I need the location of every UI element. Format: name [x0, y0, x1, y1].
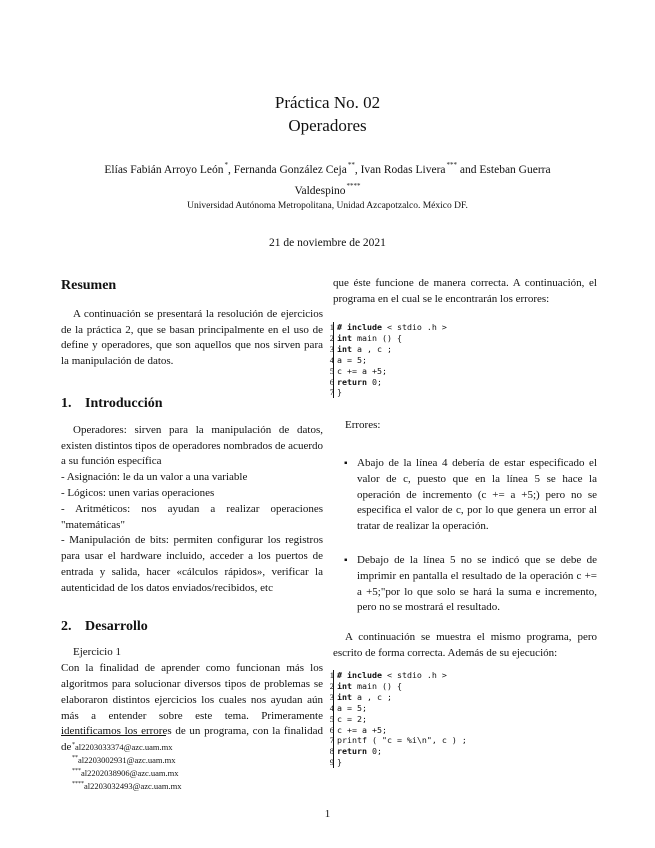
- author-3: Ivan Rodas Livera: [360, 164, 446, 176]
- author-2: Fernanda González Ceja: [233, 164, 347, 176]
- paper-title: [0, 91, 655, 137]
- exercise-label: Ejercicio 1: [73, 646, 121, 659]
- footnote-3-text: al2202038906@azc.uam.mx: [81, 768, 179, 778]
- code-keyword: # include: [337, 670, 382, 680]
- code-keyword: return: [337, 376, 367, 387]
- line-number: 4: [329, 702, 334, 713]
- footnote-2: [72, 753, 322, 766]
- code-listing-2: [329, 670, 587, 768]
- code-text: 0;: [366, 376, 382, 387]
- continuation-text: que éste funcione de manera correcta. A continuación, el programa en el cual se le encontrarán los errores:: [333, 277, 597, 305]
- error-item-2: ▪ Debajo de la línea 5 no se indicó que se debe de imprimir en pantalla el resultado de la operación c += a +5;"por lo que solo se hará la suma e incremento, pero no se mostrará el resultado.: [357, 553, 597, 616]
- footnote-2-mark: **: [72, 755, 78, 761]
- line-number: 4: [329, 354, 334, 365]
- line-number: 5: [329, 365, 334, 376]
- code-line: [329, 354, 587, 366]
- section-1-heading: [61, 396, 323, 412]
- after-paragraph: [333, 630, 597, 662]
- code-text: c = 2;: [337, 713, 367, 724]
- section-1-number: 1.: [61, 395, 72, 411]
- footnote-rule: [61, 735, 166, 736]
- code-text: < stdio .h >: [381, 670, 447, 680]
- right-column: [333, 276, 597, 308]
- code-line: [329, 702, 587, 714]
- code-line: [329, 670, 587, 681]
- intro-item-3: - Aritméticos: nos ayudan a realizar operaciones "matemáticas": [61, 502, 323, 531]
- errores-label: Errores:: [345, 419, 381, 431]
- footnote-1-text: al2203033374@azc.uam.mx: [75, 742, 173, 752]
- footnote-1-mark: *: [72, 742, 75, 748]
- intro-item-1: - Asignación: le da un valor a una variable: [61, 471, 248, 484]
- footnotes: [72, 740, 322, 792]
- author-1: Elías Fabián Arroyo León: [104, 164, 224, 176]
- code-line: [329, 365, 587, 377]
- code-line: [329, 713, 587, 725]
- code-listing-1: [329, 322, 587, 398]
- authors-line-2: [70, 178, 585, 199]
- error-item-1: ▪ Abajo de la línea 4 debería de estar especificado el valor de c, puesto que en la línea 5 se hace la operación de incremento (c += a +5;) pero no se especifica el valor de c, por lo que genera un error al tratar de realizar la operación.: [357, 456, 597, 535]
- code-keyword: int: [337, 680, 352, 691]
- page-number: 1: [324, 808, 331, 820]
- line-number: 9: [329, 757, 334, 768]
- line-number: 7: [329, 387, 334, 398]
- line-number: 1: [329, 670, 334, 680]
- code-text: main () {: [352, 332, 402, 343]
- line-number: 6: [329, 724, 334, 735]
- left-column: [61, 278, 323, 756]
- author-2-mark: **: [347, 161, 355, 169]
- code-line: [329, 735, 587, 746]
- code-text: a , c ;: [352, 343, 392, 354]
- section-1-title: Introducción: [85, 395, 163, 411]
- line-number: 6: [329, 376, 334, 387]
- line-number: 7: [329, 735, 334, 746]
- code-text: c += a +5;: [337, 365, 387, 376]
- code-line: [329, 387, 587, 398]
- author-4-mark: ****: [346, 182, 361, 190]
- code-line: [329, 322, 587, 333]
- intro-paragraph: Operadores: sirven para la manipulación de datos, existen distintos tipos de operadores nombrados de acuerdo a su función específica: [61, 423, 323, 468]
- authors: [70, 157, 585, 199]
- authors-line-1: Elías Fabián Arroyo León*, Fernanda González Ceja**, Ivan Rodas Livera*** and Esteban Guerra: [104, 161, 551, 176]
- code-keyword: int: [337, 332, 352, 343]
- line-number: 8: [329, 746, 334, 757]
- code-line: [329, 746, 587, 757]
- line-number: 1: [329, 322, 334, 332]
- code-text: a = 5;: [337, 702, 367, 713]
- author-3-mark: ***: [446, 161, 458, 169]
- footnote-2-text: al2203002931@azc.uam.mx: [78, 755, 176, 765]
- code-line: [329, 691, 587, 703]
- footnote-3: [72, 766, 322, 779]
- code-keyword: return: [337, 746, 367, 757]
- code-keyword: int: [337, 691, 352, 702]
- resumen-text: A continuación se presentará la resolución de ejercicios de la práctica 2, que se basan principalmente en el uso de define y operadores, que son aquellos que nos sirven para la manipulación de datos.: [61, 307, 323, 368]
- line-number: 2: [329, 680, 334, 691]
- section-2-text: Con la finalidad de aprender como funcionan más los algoritmos para solucionar diversos tipos de problemas se elaboraron distintos ejercicios los cuales nos ayudan aún más a entender sobre este tema. Primeramente identificamos los errores de un programa, con la finalidad de: [61, 662, 323, 754]
- code-line: [329, 343, 587, 355]
- intro-item-2: - Lógicos: unen varias operaciones: [61, 486, 215, 499]
- section-2-heading: [61, 619, 323, 635]
- code-text: < stdio .h >: [381, 322, 447, 332]
- footnote-1: [72, 740, 322, 753]
- code-line: [329, 376, 587, 388]
- line-number: 2: [329, 332, 334, 343]
- errores-list: [357, 456, 597, 634]
- code-keyword: int: [337, 343, 352, 354]
- section-2-title: Desarrollo: [85, 618, 148, 634]
- footnote-4-text: al2203032493@azc.uam.mx: [84, 781, 182, 791]
- code-text: }: [337, 387, 342, 398]
- title-line-1: Práctica No. 02: [274, 93, 381, 112]
- footnote-3-mark: ***: [72, 768, 81, 774]
- resumen-heading: Resumen: [61, 278, 117, 293]
- section-2-number: 2.: [61, 618, 72, 634]
- author-1-mark: *: [224, 161, 229, 169]
- author-4: Esteban Guerra: [479, 164, 551, 176]
- authors-and: and: [459, 164, 477, 176]
- code-line: [329, 757, 587, 768]
- date: 21 de noviembre de 2021: [269, 237, 386, 249]
- code-line: [329, 332, 587, 344]
- line-number: 5: [329, 713, 334, 724]
- code-text: main () {: [352, 680, 402, 691]
- intro-item-4: - Manipulación de bits: permiten configurar los registros para usar el hardware incluido, acceder a los puertos de entrada y salida, hacer «cálculos rápidos», verificar la autenticidad de los datos enviados/recibidos, etc: [61, 534, 323, 594]
- code-text: }: [337, 757, 342, 768]
- code-line: [329, 724, 587, 736]
- code-line: [329, 680, 587, 692]
- title-line-2: Operadores: [288, 116, 367, 135]
- code-text: printf ( "c = %i\n", c ) ;: [337, 735, 467, 746]
- code-text: a , c ;: [352, 691, 392, 702]
- line-number: 3: [329, 691, 334, 702]
- author-4-cont: Valdespino: [294, 185, 346, 197]
- code-text: 0;: [366, 746, 382, 757]
- line-number: 3: [329, 343, 334, 354]
- footnote-4-mark: ****: [72, 781, 84, 787]
- code-text: a = 5;: [337, 354, 367, 365]
- code-keyword: # include: [337, 322, 382, 332]
- affiliation: Universidad Autónoma Metropolitana, Unidad Azcapotzalco. México DF.: [187, 201, 468, 211]
- after-text: A continuación se muestra el mismo programa, pero escrito de forma correcta. Además de su ejecución:: [333, 631, 597, 659]
- code-text: c += a +5;: [337, 724, 387, 735]
- footnote-4: [72, 779, 322, 792]
